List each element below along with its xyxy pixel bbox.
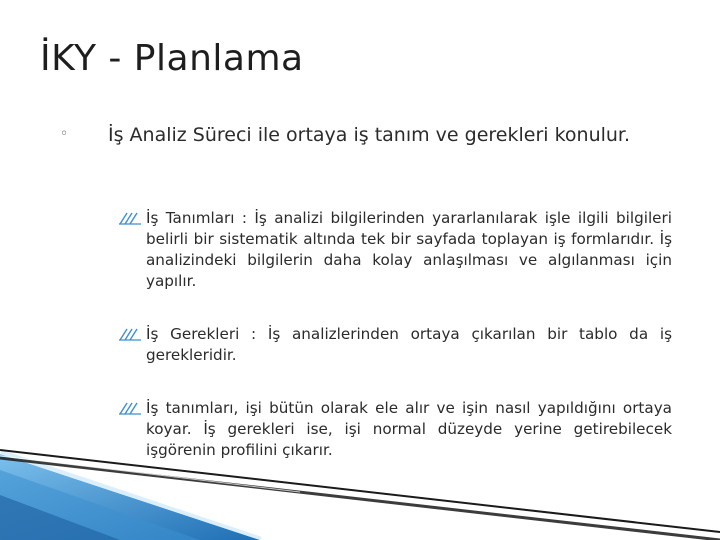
sub-bullet-text-2: İş Gerekleri : İş analizlerinden ortaya çıkarılan bir tablo da iş gerekleridir.	[146, 325, 672, 364]
corner-decoration	[0, 440, 720, 540]
slide-title: İKY - Planlama	[40, 38, 304, 79]
slanted-lines-bullet-icon	[118, 399, 142, 417]
sub-bullet-point-1	[118, 208, 672, 292]
sub-bullet-point-2	[118, 324, 672, 366]
sub-bullet-text-3: İş tanımları, işi bütün olarak ele alır ve işin nasıl yapıldığını ortaya koyar. İş gerekleri ise, işi normal düzeyde yerine getirebilecek işgörenin profilini çıkarır.	[146, 399, 672, 459]
slanted-lines-bullet-icon	[118, 325, 142, 343]
hollow-circle-bullet-icon: ◦	[60, 126, 69, 142]
sub-bullet-text-1: İş Tanımları : İş analizi bilgilerinden yararlanılarak işle ilgili bilgileri belirli bir sistematik altında tek bir sayfada toplayan iş formlarıdır. İş analizindeki bilgilerin daha kolay anlaşılması ve algılanması için yapılır.	[146, 209, 672, 290]
main-bullet-point	[60, 122, 672, 149]
slanted-lines-bullet-icon	[118, 209, 142, 227]
main-bullet-text: İş Analiz Süreci ile ortaya iş tanım ve gerekleri konulur.	[108, 124, 631, 146]
